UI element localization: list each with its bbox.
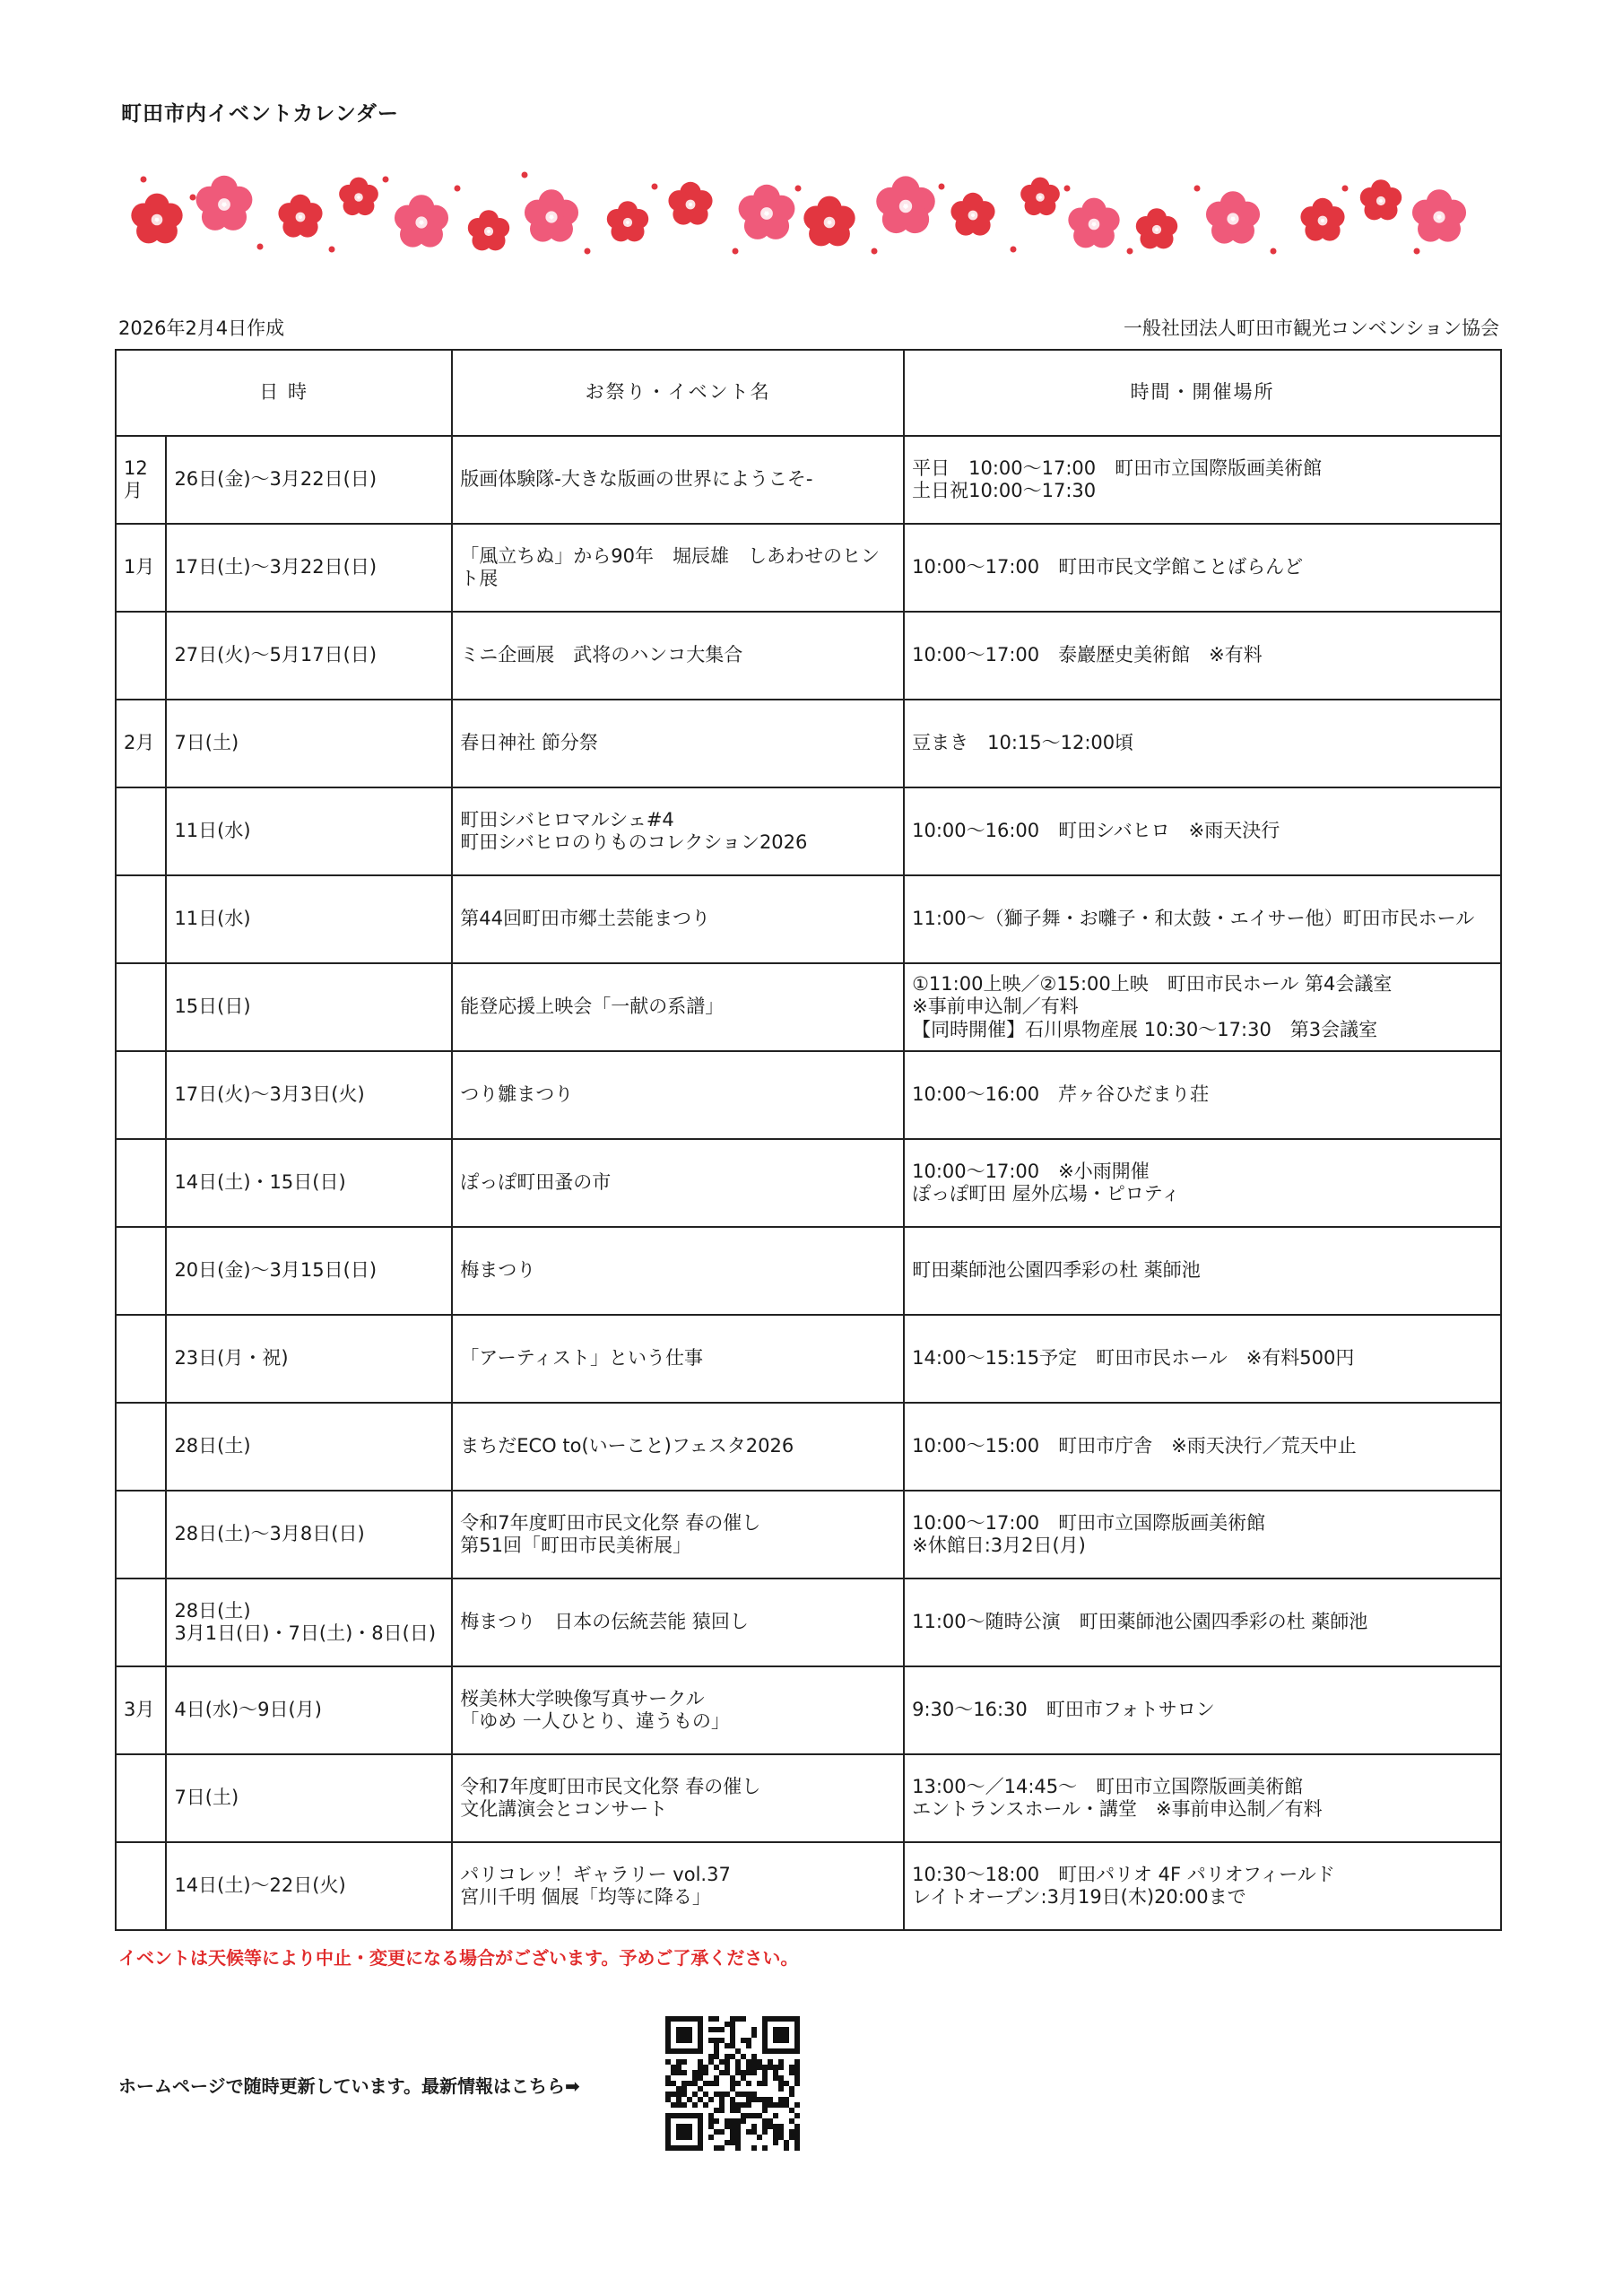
plum-blossom-icon: [1068, 198, 1119, 248]
plum-blossom-icon: [1206, 191, 1260, 243]
header-event-name: お祭り・イベント名: [452, 350, 904, 436]
plum-blossom-icon: [876, 176, 935, 233]
event-date: 28日(土)～3月8日(日): [166, 1491, 452, 1578]
plum-blossom-banner: [117, 161, 1480, 278]
event-name: パリコレッ！ギャラリー vol.37 宮川千明 個展「均等に降る」: [452, 1842, 904, 1930]
plum-blossom-icon: [1020, 178, 1060, 215]
event-month: [116, 1578, 166, 1666]
table-row: [116, 1666, 1501, 1754]
petal-dot: [141, 177, 147, 183]
organization-name: 一般社団法人町田市観光コンベンション協会: [1123, 317, 1499, 339]
petal-dot: [795, 186, 802, 192]
event-month: 2月: [116, 700, 166, 787]
event-name: 梅まつり 日本の伝統芸能 猿回し: [452, 1578, 904, 1666]
event-venue: 11:00～随時公演 町田薬師池公園四季彩の杜 薬師池: [904, 1578, 1501, 1666]
event-venue: 13:00～／14:45～ 町田市立国際版画美術館 エントランスホール・講堂 ※事前申込制／有料: [904, 1754, 1501, 1842]
event-venue: 豆まき 10:15～12:00頃: [904, 700, 1501, 787]
event-date: 4日(水)～9日(月): [166, 1666, 452, 1754]
petal-dot: [1414, 248, 1420, 255]
event-date: 7日(土): [166, 1754, 452, 1842]
event-date: 14日(土)～22日(火): [166, 1842, 452, 1930]
event-month: [116, 1227, 166, 1315]
event-venue: 平日 10:00～17:00 町田市立国際版画美術館 土日祝10:00～17:30: [904, 436, 1501, 524]
event-venue: 10:00～16:00 町田シバヒロ ※雨天決行: [904, 787, 1501, 875]
event-month: [116, 875, 166, 963]
page-title: 町田市内イベントカレンダー: [121, 102, 399, 126]
plum-blossom-icon: [668, 182, 712, 225]
event-date: 23日(月・祝): [166, 1315, 452, 1403]
event-month: [116, 1051, 166, 1139]
petal-dot: [1011, 247, 1017, 253]
petal-dot: [1127, 248, 1133, 255]
plum-blossom-icon: [1300, 198, 1344, 241]
event-venue: 10:00～17:00 泰巖歴史美術館 ※有料: [904, 612, 1501, 700]
event-venue: ①11:00上映／②15:00上映 町田市民ホール 第4会議室 ※事前申込制／有料 【同時開催】石川県物産展 10:30～17:30 第3会議室: [904, 963, 1501, 1051]
event-name: 版画体験隊-大きな版画の世界にようこそ-: [452, 436, 904, 524]
event-name: 令和7年度町田市民文化祭 春の催し 第51回「町田市民美術展」: [452, 1491, 904, 1578]
event-name: 「アーティスト」という仕事: [452, 1315, 904, 1403]
petal-dot: [1064, 186, 1071, 192]
event-name: まちだECO to(いーこと)フェスタ2026: [452, 1403, 904, 1491]
plum-blossom-icon: [196, 176, 253, 230]
event-month: [116, 1754, 166, 1842]
event-month: [116, 963, 166, 1051]
header-datetime: 日 時: [116, 350, 452, 436]
event-date: 11日(水): [166, 787, 452, 875]
event-month: 12月: [116, 436, 166, 524]
table-row: [116, 1139, 1501, 1227]
table-row: [116, 612, 1501, 700]
plum-blossom-icon: [607, 201, 648, 241]
event-date: 26日(金)～3月22日(日): [166, 436, 452, 524]
petal-dot: [733, 248, 739, 255]
plum-blossom-icon: [339, 178, 378, 215]
table-row: [116, 436, 1501, 524]
meta-row: [118, 314, 1499, 341]
event-venue: 11:00～（獅子舞・お囃子・和太鼓・エイサー他）町田市民ホール: [904, 875, 1501, 963]
table-row: [116, 700, 1501, 787]
event-date: 20日(金)～3月15日(日): [166, 1227, 452, 1315]
event-name: ぽっぽ町田蚤の市: [452, 1139, 904, 1227]
petal-dot: [455, 186, 461, 192]
event-venue: 10:00～17:00 町田市民文学館ことばらんど: [904, 524, 1501, 612]
petal-dot: [383, 177, 389, 183]
plum-blossom-icon: [131, 194, 182, 244]
event-venue: 町田薬師池公園四季彩の杜 薬師池: [904, 1227, 1501, 1315]
event-month: [116, 1491, 166, 1578]
event-month: [116, 612, 166, 700]
event-name: 「風立ちぬ」から90年 堀辰雄 しあわせのヒント展: [452, 524, 904, 612]
petal-dot: [585, 248, 591, 255]
event-month: [116, 1403, 166, 1491]
petal-dot: [652, 184, 658, 190]
event-date: 28日(土): [166, 1403, 452, 1491]
event-name: 桜美林大学映像写真サークル 「ゆめ 一人ひとり、違うもの」: [452, 1666, 904, 1754]
event-name: ミニ企画展 武将のハンコ大集合: [452, 612, 904, 700]
event-month: [116, 1842, 166, 1930]
event-name: 町田シバヒロマルシェ#4 町田シバヒロのりものコレクション2026: [452, 787, 904, 875]
event-date: 28日(土) 3月1日(日)・7日(土)・8日(日): [166, 1578, 452, 1666]
created-date: 2026年2月4日作成: [118, 317, 285, 339]
homepage-note: ホームページで随時更新しています。最新情報はこちら➡: [118, 2075, 580, 2097]
petal-dot: [1194, 186, 1201, 192]
event-name: つり雛まつり: [452, 1051, 904, 1139]
petal-dot: [329, 247, 335, 253]
plum-blossom-icon: [950, 193, 994, 236]
event-month: [116, 1315, 166, 1403]
table-row: [116, 1227, 1501, 1315]
qr-code-icon[interactable]: [665, 2016, 800, 2151]
event-month: [116, 787, 166, 875]
event-venue: 14:00～15:15予定 町田市民ホール ※有料500円: [904, 1315, 1501, 1403]
event-date: 17日(土)～3月22日(日): [166, 524, 452, 612]
header-time-venue: 時間・開催場所: [904, 350, 1501, 436]
weather-notice: イベントは天候等により中止・変更になる場合がございます。予めご了承ください。: [118, 1947, 799, 1969]
petal-dot: [939, 184, 945, 190]
event-venue: 9:30～16:30 町田市フォトサロン: [904, 1666, 1501, 1754]
event-date: 14日(土)・15日(日): [166, 1139, 452, 1227]
event-date: 11日(水): [166, 875, 452, 963]
event-venue: 10:30～18:00 町田パリオ 4F パリオフィールド レイトオープン:3月19日(木)20:00まで: [904, 1842, 1501, 1930]
event-month: 1月: [116, 524, 166, 612]
table-row: [116, 1403, 1501, 1491]
petal-dot: [190, 195, 196, 201]
table-row: [116, 1491, 1501, 1578]
plum-blossom-icon: [739, 185, 795, 239]
plum-blossom-icon: [525, 189, 578, 241]
event-date: 17日(火)～3月3日(火): [166, 1051, 452, 1139]
event-name: 令和7年度町田市民文化祭 春の催し 文化講演会とコンサート: [452, 1754, 904, 1842]
event-table: [115, 349, 1502, 1931]
plum-blossom-icon: [1136, 208, 1177, 248]
plum-blossom-icon: [278, 195, 322, 238]
petal-dot: [522, 172, 528, 178]
event-date: 15日(日): [166, 963, 452, 1051]
petal-dot: [1271, 248, 1277, 255]
table-row: [116, 1754, 1501, 1842]
event-venue: 10:00～16:00 芹ヶ谷ひだまり荘: [904, 1051, 1501, 1139]
event-venue: 10:00～17:00 町田市立国際版画美術館 ※休館日:3月2日(月): [904, 1491, 1501, 1578]
plum-blossom-icon: [1360, 179, 1402, 220]
event-month: [116, 1139, 166, 1227]
plum-blossom-icon: [803, 196, 855, 247]
petal-dot: [257, 244, 264, 250]
event-name: 能登応援上映会「一献の系譜」: [452, 963, 904, 1051]
table-row: [116, 875, 1501, 963]
table-row: [116, 963, 1501, 1051]
table-row: [116, 787, 1501, 875]
table-row: [116, 1315, 1501, 1403]
event-venue: 10:00～17:00 ※小雨開催 ぽっぽ町田 屋外広場・ピロティ: [904, 1139, 1501, 1227]
event-name: 春日神社 節分祭: [452, 700, 904, 787]
table-header-row: [116, 350, 1501, 436]
table-row: [116, 1051, 1501, 1139]
event-month: 3月: [116, 1666, 166, 1754]
table-row: [116, 1842, 1501, 1930]
event-date: 27日(火)～5月17日(日): [166, 612, 452, 700]
event-name: 梅まつり: [452, 1227, 904, 1315]
plum-blossom-icon: [468, 210, 509, 250]
petal-dot: [1342, 186, 1349, 192]
plum-blossom-icon: [395, 195, 448, 247]
table-row: [116, 524, 1501, 612]
event-name: 第44回町田市郷土芸能まつり: [452, 875, 904, 963]
table-row: [116, 1578, 1501, 1666]
plum-blossom-icon: [1412, 189, 1466, 241]
event-date: 7日(土): [166, 700, 452, 787]
petal-dot: [872, 248, 878, 255]
event-venue: 10:00～15:00 町田市庁舎 ※雨天決行／荒天中止: [904, 1403, 1501, 1491]
